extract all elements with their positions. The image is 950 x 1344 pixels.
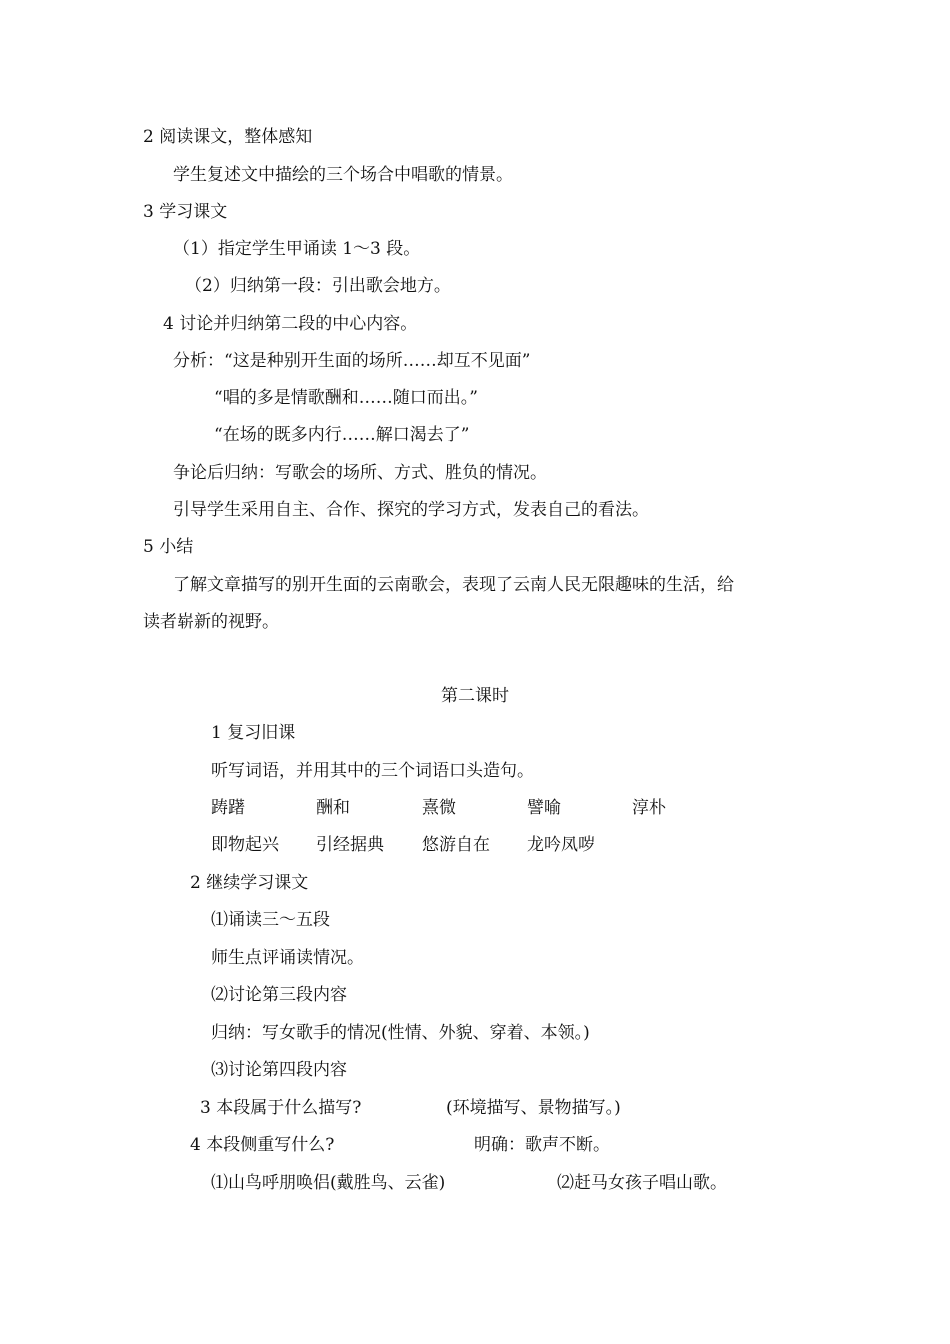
question-4: 4 本段侧重写什么? xyxy=(190,1135,335,1155)
word-item: 淳朴 xyxy=(632,798,666,818)
section-2-title: 2 阅读课文，整体感知 xyxy=(143,127,313,147)
word-item: 龙吟凤哕 xyxy=(527,835,595,855)
continue-study-title: 2 继续学习课文 xyxy=(190,873,309,893)
word-list-row-2 xyxy=(211,833,711,857)
answer-4: 明确：歌声不断。 xyxy=(474,1135,610,1155)
study-item-2: ⑵讨论第三段内容 xyxy=(211,985,347,1005)
section-5-body-line-2: 读者崭新的视野。 xyxy=(143,612,279,632)
analysis-quote-2: “唱的多是情歌酬和……随口而出。” xyxy=(214,388,478,408)
study-item-1: ⑴诵读三～五段 xyxy=(211,910,330,930)
section-5-title: 5 小结 xyxy=(143,537,194,557)
answer-3: (环境描写、景物描写。) xyxy=(446,1098,621,1118)
word-item: 悠游自在 xyxy=(422,835,490,855)
section-4-title: 4 讨论并归纳第二段的中心内容。 xyxy=(163,314,418,334)
section-2-body: 学生复述文中描绘的三个场合中唱歌的情景。 xyxy=(173,165,513,185)
point-1: ⑴山鸟呼朋唤侣(戴胜鸟、云雀) xyxy=(211,1173,446,1193)
study-item-3: ⑶讨论第四段内容 xyxy=(211,1060,347,1080)
point-2: ⑵赶马女孩子唱山歌。 xyxy=(557,1173,727,1193)
word-item: 酬和 xyxy=(316,798,350,818)
word-item: 即物起兴 xyxy=(211,835,279,855)
review-body: 听写词语，并用其中的三个词语口头造句。 xyxy=(211,761,534,781)
word-list-row-1 xyxy=(211,796,711,820)
word-item: 引经据典 xyxy=(316,835,384,855)
review-title: 1 复习旧课 xyxy=(211,723,296,743)
section-5-body-line-1: 了解文章描写的别开生面的云南歌会，表现了云南人民无限趣味的生活，给 xyxy=(173,575,734,595)
guide-text: 引导学生采用自主、合作、探究的学习方式，发表自己的看法。 xyxy=(173,500,649,520)
section-3-item-1: （1）指定学生甲诵读 1～3 段。 xyxy=(173,239,421,259)
word-item: 熹微 xyxy=(422,798,456,818)
lesson-2-heading: 第二课时 xyxy=(441,686,509,706)
question-3: 3 本段属于什么描写? xyxy=(200,1098,362,1118)
section-3-item-2: （2）归纳第一段：引出歌会地方。 xyxy=(185,276,451,296)
analysis-quote-3: “在场的既多内行……解口渴去了” xyxy=(214,425,470,445)
word-item: 譬喻 xyxy=(527,798,561,818)
study-item-2-note: 归纳：写女歌手的情况(性情、外貌、穿着、本领。) xyxy=(211,1023,590,1043)
analysis-quote-1: 分析：“这是种别开生面的场所……却互不见面” xyxy=(173,351,531,371)
debate-summary: 争论后归纳：写歌会的场所、方式、胜负的情况。 xyxy=(173,463,547,483)
study-item-1-note: 师生点评诵读情况。 xyxy=(211,948,364,968)
word-item: 踌躇 xyxy=(211,798,245,818)
section-3-title: 3 学习课文 xyxy=(143,202,228,222)
